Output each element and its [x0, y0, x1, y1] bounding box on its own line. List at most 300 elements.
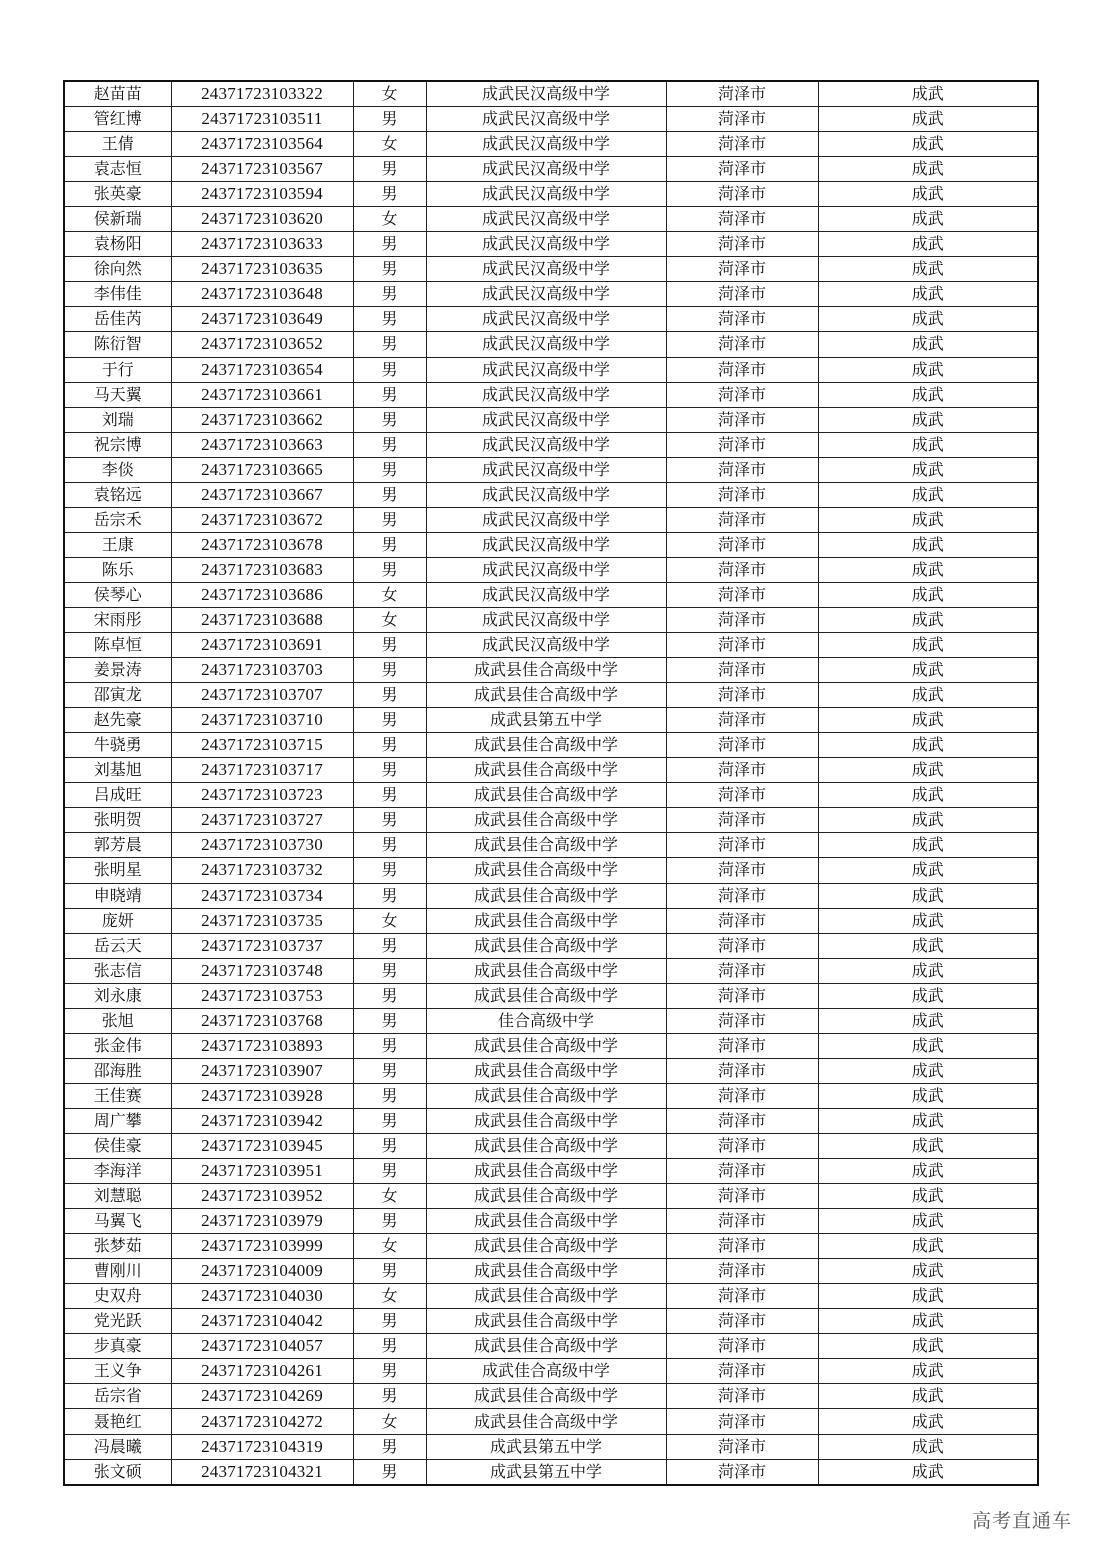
school-cell: 成武县佳合高级中学: [426, 833, 666, 858]
school-cell: 成武民汉高级中学: [426, 157, 666, 182]
name-cell: 邵寅龙: [64, 683, 171, 708]
county-cell: 成武: [818, 908, 1038, 933]
exam-id-cell: 24371723103730: [171, 833, 353, 858]
city-cell: 菏泽市: [666, 1033, 818, 1058]
county-cell: 成武: [818, 1008, 1038, 1033]
gender-cell: 男: [353, 532, 426, 557]
gender-cell: 男: [353, 1209, 426, 1234]
name-cell: 刘基旭: [64, 758, 171, 783]
city-cell: 菏泽市: [666, 658, 818, 683]
county-cell: 成武: [818, 1083, 1038, 1108]
exam-id-cell: 24371723103686: [171, 582, 353, 607]
county-cell: 成武: [818, 81, 1038, 107]
table-row: [64, 758, 1038, 783]
city-cell: 菏泽市: [666, 883, 818, 908]
county-cell: 成武: [818, 858, 1038, 883]
school-cell: 成武民汉高级中学: [426, 207, 666, 232]
county-cell: 成武: [818, 933, 1038, 958]
exam-id-cell: 24371723104319: [171, 1434, 353, 1459]
name-cell: 曹刚川: [64, 1259, 171, 1284]
city-cell: 菏泽市: [666, 1384, 818, 1409]
table-row: [64, 1434, 1038, 1459]
exam-id-cell: 24371723103893: [171, 1033, 353, 1058]
table-row: [64, 883, 1038, 908]
gender-cell: 女: [353, 607, 426, 632]
county-cell: 成武: [818, 683, 1038, 708]
exam-id-cell: 24371723103717: [171, 758, 353, 783]
gender-cell: 女: [353, 207, 426, 232]
gender-cell: 男: [353, 633, 426, 658]
table-row: [64, 1209, 1038, 1234]
name-cell: 聂艳红: [64, 1409, 171, 1434]
table-row: [64, 1409, 1038, 1434]
table-row: [64, 357, 1038, 382]
table-row: [64, 132, 1038, 157]
city-cell: 菏泽市: [666, 157, 818, 182]
county-cell: 成武: [818, 507, 1038, 532]
county-cell: 成武: [818, 207, 1038, 232]
name-cell: 史双舟: [64, 1284, 171, 1309]
gender-cell: 男: [353, 1008, 426, 1033]
exam-id-cell: 24371723103999: [171, 1234, 353, 1259]
table-row: [64, 282, 1038, 307]
county-cell: 成武: [818, 532, 1038, 557]
gender-cell: 女: [353, 1284, 426, 1309]
exam-id-cell: 24371723103649: [171, 307, 353, 332]
name-cell: 袁志恒: [64, 157, 171, 182]
county-cell: 成武: [818, 557, 1038, 582]
name-cell: 侯新瑞: [64, 207, 171, 232]
gender-cell: 男: [353, 733, 426, 758]
name-cell: 李伟佳: [64, 282, 171, 307]
county-cell: 成武: [818, 332, 1038, 357]
county-cell: 成武: [818, 1359, 1038, 1384]
school-cell: 成武县佳合高级中学: [426, 1058, 666, 1083]
county-cell: 成武: [818, 582, 1038, 607]
name-cell: 郭芳晨: [64, 833, 171, 858]
exam-id-cell: 24371723103635: [171, 257, 353, 282]
table-row: [64, 908, 1038, 933]
county-cell: 成武: [818, 658, 1038, 683]
name-cell: 管红博: [64, 107, 171, 132]
school-cell: 成武民汉高级中学: [426, 81, 666, 107]
table-row: [64, 1384, 1038, 1409]
gender-cell: 男: [353, 1259, 426, 1284]
name-cell: 祝宗博: [64, 432, 171, 457]
county-cell: 成武: [818, 1159, 1038, 1184]
exam-id-cell: 24371723104042: [171, 1309, 353, 1334]
gender-cell: 男: [353, 758, 426, 783]
gender-cell: 男: [353, 833, 426, 858]
name-cell: 刘永康: [64, 983, 171, 1008]
gender-cell: 男: [353, 983, 426, 1008]
name-cell: 岳宗禾: [64, 507, 171, 532]
name-cell: 李倓: [64, 457, 171, 482]
exam-id-cell: 24371723103768: [171, 1008, 353, 1033]
name-cell: 袁铭远: [64, 482, 171, 507]
school-cell: 成武县第五中学: [426, 1459, 666, 1485]
county-cell: 成武: [818, 382, 1038, 407]
county-cell: 成武: [818, 808, 1038, 833]
school-cell: 成武县佳合高级中学: [426, 1159, 666, 1184]
school-cell: 成武县佳合高级中学: [426, 1309, 666, 1334]
county-cell: 成武: [818, 1058, 1038, 1083]
table-row: [64, 607, 1038, 632]
city-cell: 菏泽市: [666, 307, 818, 332]
table-row: [64, 1309, 1038, 1334]
exam-id-cell: 24371723103907: [171, 1058, 353, 1083]
exam-id-cell: 24371723103732: [171, 858, 353, 883]
table-row: [64, 1008, 1038, 1033]
county-cell: 成武: [818, 1434, 1038, 1459]
gender-cell: 男: [353, 958, 426, 983]
table-row: [64, 107, 1038, 132]
table-row: [64, 1058, 1038, 1083]
table-row: [64, 708, 1038, 733]
school-cell: 成武民汉高级中学: [426, 282, 666, 307]
exam-id-cell: 24371723103567: [171, 157, 353, 182]
city-cell: 菏泽市: [666, 1159, 818, 1184]
city-cell: 菏泽市: [666, 1309, 818, 1334]
table-row: [64, 1033, 1038, 1058]
name-cell: 周广攀: [64, 1108, 171, 1133]
county-cell: 成武: [818, 432, 1038, 457]
name-cell: 步真豪: [64, 1334, 171, 1359]
county-cell: 成武: [818, 758, 1038, 783]
county-cell: 成武: [818, 958, 1038, 983]
exam-id-cell: 24371723103707: [171, 683, 353, 708]
exam-id-cell: 24371723104272: [171, 1409, 353, 1434]
city-cell: 菏泽市: [666, 983, 818, 1008]
county-cell: 成武: [818, 307, 1038, 332]
gender-cell: 男: [353, 307, 426, 332]
exam-id-cell: 24371723103952: [171, 1184, 353, 1209]
school-cell: 成武民汉高级中学: [426, 407, 666, 432]
table-row: [64, 1133, 1038, 1158]
gender-cell: 男: [353, 883, 426, 908]
school-cell: 成武民汉高级中学: [426, 557, 666, 582]
city-cell: 菏泽市: [666, 107, 818, 132]
gender-cell: 男: [353, 557, 426, 582]
name-cell: 王倩: [64, 132, 171, 157]
name-cell: 冯晨曦: [64, 1434, 171, 1459]
gender-cell: 男: [353, 1434, 426, 1459]
table-row: [64, 833, 1038, 858]
exam-id-cell: 24371723103511: [171, 107, 353, 132]
table-row: [64, 432, 1038, 457]
county-cell: 成武: [818, 633, 1038, 658]
table-row: [64, 733, 1038, 758]
table-row: [64, 507, 1038, 532]
gender-cell: 男: [353, 783, 426, 808]
gender-cell: 男: [353, 107, 426, 132]
city-cell: 菏泽市: [666, 357, 818, 382]
name-cell: 赵先豪: [64, 708, 171, 733]
city-cell: 菏泽市: [666, 1334, 818, 1359]
exam-id-cell: 24371723103662: [171, 407, 353, 432]
exam-id-cell: 24371723104269: [171, 1384, 353, 1409]
table-row: [64, 633, 1038, 658]
city-cell: 菏泽市: [666, 708, 818, 733]
exam-id-cell: 24371723104030: [171, 1284, 353, 1309]
city-cell: 菏泽市: [666, 908, 818, 933]
city-cell: 菏泽市: [666, 683, 818, 708]
gender-cell: 男: [353, 257, 426, 282]
city-cell: 菏泽市: [666, 1008, 818, 1033]
city-cell: 菏泽市: [666, 457, 818, 482]
city-cell: 菏泽市: [666, 958, 818, 983]
school-cell: 成武民汉高级中学: [426, 307, 666, 332]
table-row: [64, 1108, 1038, 1133]
school-cell: 成武县佳合高级中学: [426, 1033, 666, 1058]
school-cell: 成武县佳合高级中学: [426, 1184, 666, 1209]
exam-id-cell: 24371723103928: [171, 1083, 353, 1108]
exam-id-cell: 24371723103672: [171, 507, 353, 532]
gender-cell: 男: [353, 357, 426, 382]
school-cell: 成武民汉高级中学: [426, 332, 666, 357]
gender-cell: 男: [353, 858, 426, 883]
county-cell: 成武: [818, 1334, 1038, 1359]
gender-cell: 男: [353, 1083, 426, 1108]
gender-cell: 男: [353, 1133, 426, 1158]
school-cell: 成武县佳合高级中学: [426, 1083, 666, 1108]
exam-id-cell: 24371723103942: [171, 1108, 353, 1133]
county-cell: 成武: [818, 357, 1038, 382]
county-cell: 成武: [818, 482, 1038, 507]
name-cell: 陈衍智: [64, 332, 171, 357]
county-cell: 成武: [818, 883, 1038, 908]
county-cell: 成武: [818, 1284, 1038, 1309]
gender-cell: 女: [353, 1234, 426, 1259]
exam-id-cell: 24371723103663: [171, 432, 353, 457]
name-cell: 党光跃: [64, 1309, 171, 1334]
gender-cell: 男: [353, 432, 426, 457]
gender-cell: 女: [353, 1184, 426, 1209]
exam-id-cell: 24371723103654: [171, 357, 353, 382]
school-cell: 成武县佳合高级中学: [426, 933, 666, 958]
gender-cell: 男: [353, 1334, 426, 1359]
school-cell: 成武县佳合高级中学: [426, 983, 666, 1008]
table-row: [64, 1259, 1038, 1284]
gender-cell: 女: [353, 582, 426, 607]
table-row: [64, 207, 1038, 232]
school-cell: 成武民汉高级中学: [426, 633, 666, 658]
gender-cell: 男: [353, 808, 426, 833]
exam-id-cell: 24371723103735: [171, 908, 353, 933]
gender-cell: 男: [353, 658, 426, 683]
exam-id-cell: 24371723103652: [171, 332, 353, 357]
city-cell: 菏泽市: [666, 407, 818, 432]
exam-id-cell: 24371723103667: [171, 482, 353, 507]
table-row: [64, 783, 1038, 808]
table-row: [64, 582, 1038, 607]
county-cell: 成武: [818, 407, 1038, 432]
school-cell: 成武县佳合高级中学: [426, 733, 666, 758]
school-cell: 成武县佳合高级中学: [426, 1108, 666, 1133]
exam-id-cell: 24371723103665: [171, 457, 353, 482]
name-cell: 陈卓恒: [64, 633, 171, 658]
gender-cell: 男: [353, 1108, 426, 1133]
county-cell: 成武: [818, 107, 1038, 132]
city-cell: 菏泽市: [666, 808, 818, 833]
table-row: [64, 81, 1038, 107]
school-cell: 成武民汉高级中学: [426, 457, 666, 482]
gender-cell: 男: [353, 407, 426, 432]
county-cell: 成武: [818, 1384, 1038, 1409]
name-cell: 申晓靖: [64, 883, 171, 908]
gender-cell: 男: [353, 1058, 426, 1083]
city-cell: 菏泽市: [666, 507, 818, 532]
school-cell: 成武县佳合高级中学: [426, 758, 666, 783]
school-cell: 成武县佳合高级中学: [426, 783, 666, 808]
school-cell: 成武县佳合高级中学: [426, 658, 666, 683]
table-row: [64, 482, 1038, 507]
city-cell: 菏泽市: [666, 733, 818, 758]
school-cell: 成武民汉高级中学: [426, 607, 666, 632]
county-cell: 成武: [818, 708, 1038, 733]
name-cell: 侯佳豪: [64, 1133, 171, 1158]
county-cell: 成武: [818, 733, 1038, 758]
name-cell: 张金伟: [64, 1033, 171, 1058]
name-cell: 庞妍: [64, 908, 171, 933]
school-cell: 成武民汉高级中学: [426, 507, 666, 532]
county-cell: 成武: [818, 282, 1038, 307]
gender-cell: 女: [353, 1409, 426, 1434]
county-cell: 成武: [818, 157, 1038, 182]
table-row: [64, 858, 1038, 883]
city-cell: 菏泽市: [666, 232, 818, 257]
city-cell: 菏泽市: [666, 282, 818, 307]
school-cell: 成武民汉高级中学: [426, 582, 666, 607]
table-row: [64, 407, 1038, 432]
gender-cell: 女: [353, 132, 426, 157]
table-row: [64, 658, 1038, 683]
exam-id-cell: 24371723103678: [171, 532, 353, 557]
gender-cell: 男: [353, 933, 426, 958]
city-cell: 菏泽市: [666, 382, 818, 407]
exam-id-cell: 24371723104261: [171, 1359, 353, 1384]
exam-id-cell: 24371723103683: [171, 557, 353, 582]
county-cell: 成武: [818, 457, 1038, 482]
school-cell: 成武民汉高级中学: [426, 382, 666, 407]
exam-id-cell: 24371723104057: [171, 1334, 353, 1359]
exam-id-cell: 24371723103322: [171, 81, 353, 107]
name-cell: 岳宗省: [64, 1384, 171, 1409]
exam-id-cell: 24371723103737: [171, 933, 353, 958]
school-cell: 成武民汉高级中学: [426, 532, 666, 557]
city-cell: 菏泽市: [666, 1259, 818, 1284]
watermark: 高考直通车: [971, 1510, 1072, 1532]
exam-id-cell: 24371723103715: [171, 733, 353, 758]
school-cell: 成武县佳合高级中学: [426, 1259, 666, 1284]
gender-cell: 男: [353, 382, 426, 407]
name-cell: 张梦茹: [64, 1234, 171, 1259]
exam-id-cell: 24371723103727: [171, 808, 353, 833]
exam-id-cell: 24371723103661: [171, 382, 353, 407]
city-cell: 菏泽市: [666, 1234, 818, 1259]
city-cell: 菏泽市: [666, 582, 818, 607]
name-cell: 赵苗苗: [64, 81, 171, 107]
exam-id-cell: 24371723103564: [171, 132, 353, 157]
table-row: [64, 457, 1038, 482]
exam-id-cell: 24371723104321: [171, 1459, 353, 1485]
exam-id-cell: 24371723103703: [171, 658, 353, 683]
county-cell: 成武: [818, 257, 1038, 282]
school-cell: 成武县佳合高级中学: [426, 1133, 666, 1158]
school-cell: 成武县佳合高级中学: [426, 883, 666, 908]
school-cell: 成武民汉高级中学: [426, 482, 666, 507]
school-cell: 成武民汉高级中学: [426, 432, 666, 457]
city-cell: 菏泽市: [666, 1184, 818, 1209]
city-cell: 菏泽市: [666, 1133, 818, 1158]
school-cell: 成武民汉高级中学: [426, 182, 666, 207]
city-cell: 菏泽市: [666, 182, 818, 207]
county-cell: 成武: [818, 1259, 1038, 1284]
name-cell: 侯琴心: [64, 582, 171, 607]
exam-id-cell: 24371723103691: [171, 633, 353, 658]
gender-cell: 男: [353, 1384, 426, 1409]
school-cell: 成武民汉高级中学: [426, 107, 666, 132]
name-cell: 刘瑞: [64, 407, 171, 432]
city-cell: 菏泽市: [666, 1459, 818, 1485]
city-cell: 菏泽市: [666, 1434, 818, 1459]
name-cell: 王义争: [64, 1359, 171, 1384]
name-cell: 张志信: [64, 958, 171, 983]
gender-cell: 男: [353, 708, 426, 733]
table-row: [64, 1159, 1038, 1184]
school-cell: 成武民汉高级中学: [426, 132, 666, 157]
city-cell: 菏泽市: [666, 1359, 818, 1384]
name-cell: 岳佳芮: [64, 307, 171, 332]
city-cell: 菏泽市: [666, 132, 818, 157]
table-row: [64, 532, 1038, 557]
name-cell: 陈乐: [64, 557, 171, 582]
table-row: [64, 1459, 1038, 1485]
gender-cell: 男: [353, 282, 426, 307]
name-cell: 王康: [64, 532, 171, 557]
exam-id-cell: 24371723103753: [171, 983, 353, 1008]
gender-cell: 女: [353, 908, 426, 933]
name-cell: 马天翼: [64, 382, 171, 407]
exam-id-cell: 24371723103945: [171, 1133, 353, 1158]
name-cell: 张旭: [64, 1008, 171, 1033]
city-cell: 菏泽市: [666, 933, 818, 958]
exam-id-cell: 24371723103594: [171, 182, 353, 207]
exam-id-cell: 24371723104009: [171, 1259, 353, 1284]
county-cell: 成武: [818, 1108, 1038, 1133]
city-cell: 菏泽市: [666, 607, 818, 632]
table-row: [64, 683, 1038, 708]
city-cell: 菏泽市: [666, 557, 818, 582]
table-row: [64, 983, 1038, 1008]
table-row: [64, 1184, 1038, 1209]
city-cell: 菏泽市: [666, 81, 818, 107]
county-cell: 成武: [818, 1409, 1038, 1434]
school-cell: 成武佳合高级中学: [426, 1359, 666, 1384]
gender-cell: 男: [353, 482, 426, 507]
gender-cell: 男: [353, 1033, 426, 1058]
table-row: [64, 157, 1038, 182]
name-cell: 宋雨彤: [64, 607, 171, 632]
name-cell: 袁杨阳: [64, 232, 171, 257]
gender-cell: 男: [353, 232, 426, 257]
city-cell: 菏泽市: [666, 432, 818, 457]
name-cell: 张明贺: [64, 808, 171, 833]
table-body: [64, 81, 1038, 1485]
gender-cell: 男: [353, 1359, 426, 1384]
exam-id-cell: 24371723103748: [171, 958, 353, 983]
county-cell: 成武: [818, 1209, 1038, 1234]
